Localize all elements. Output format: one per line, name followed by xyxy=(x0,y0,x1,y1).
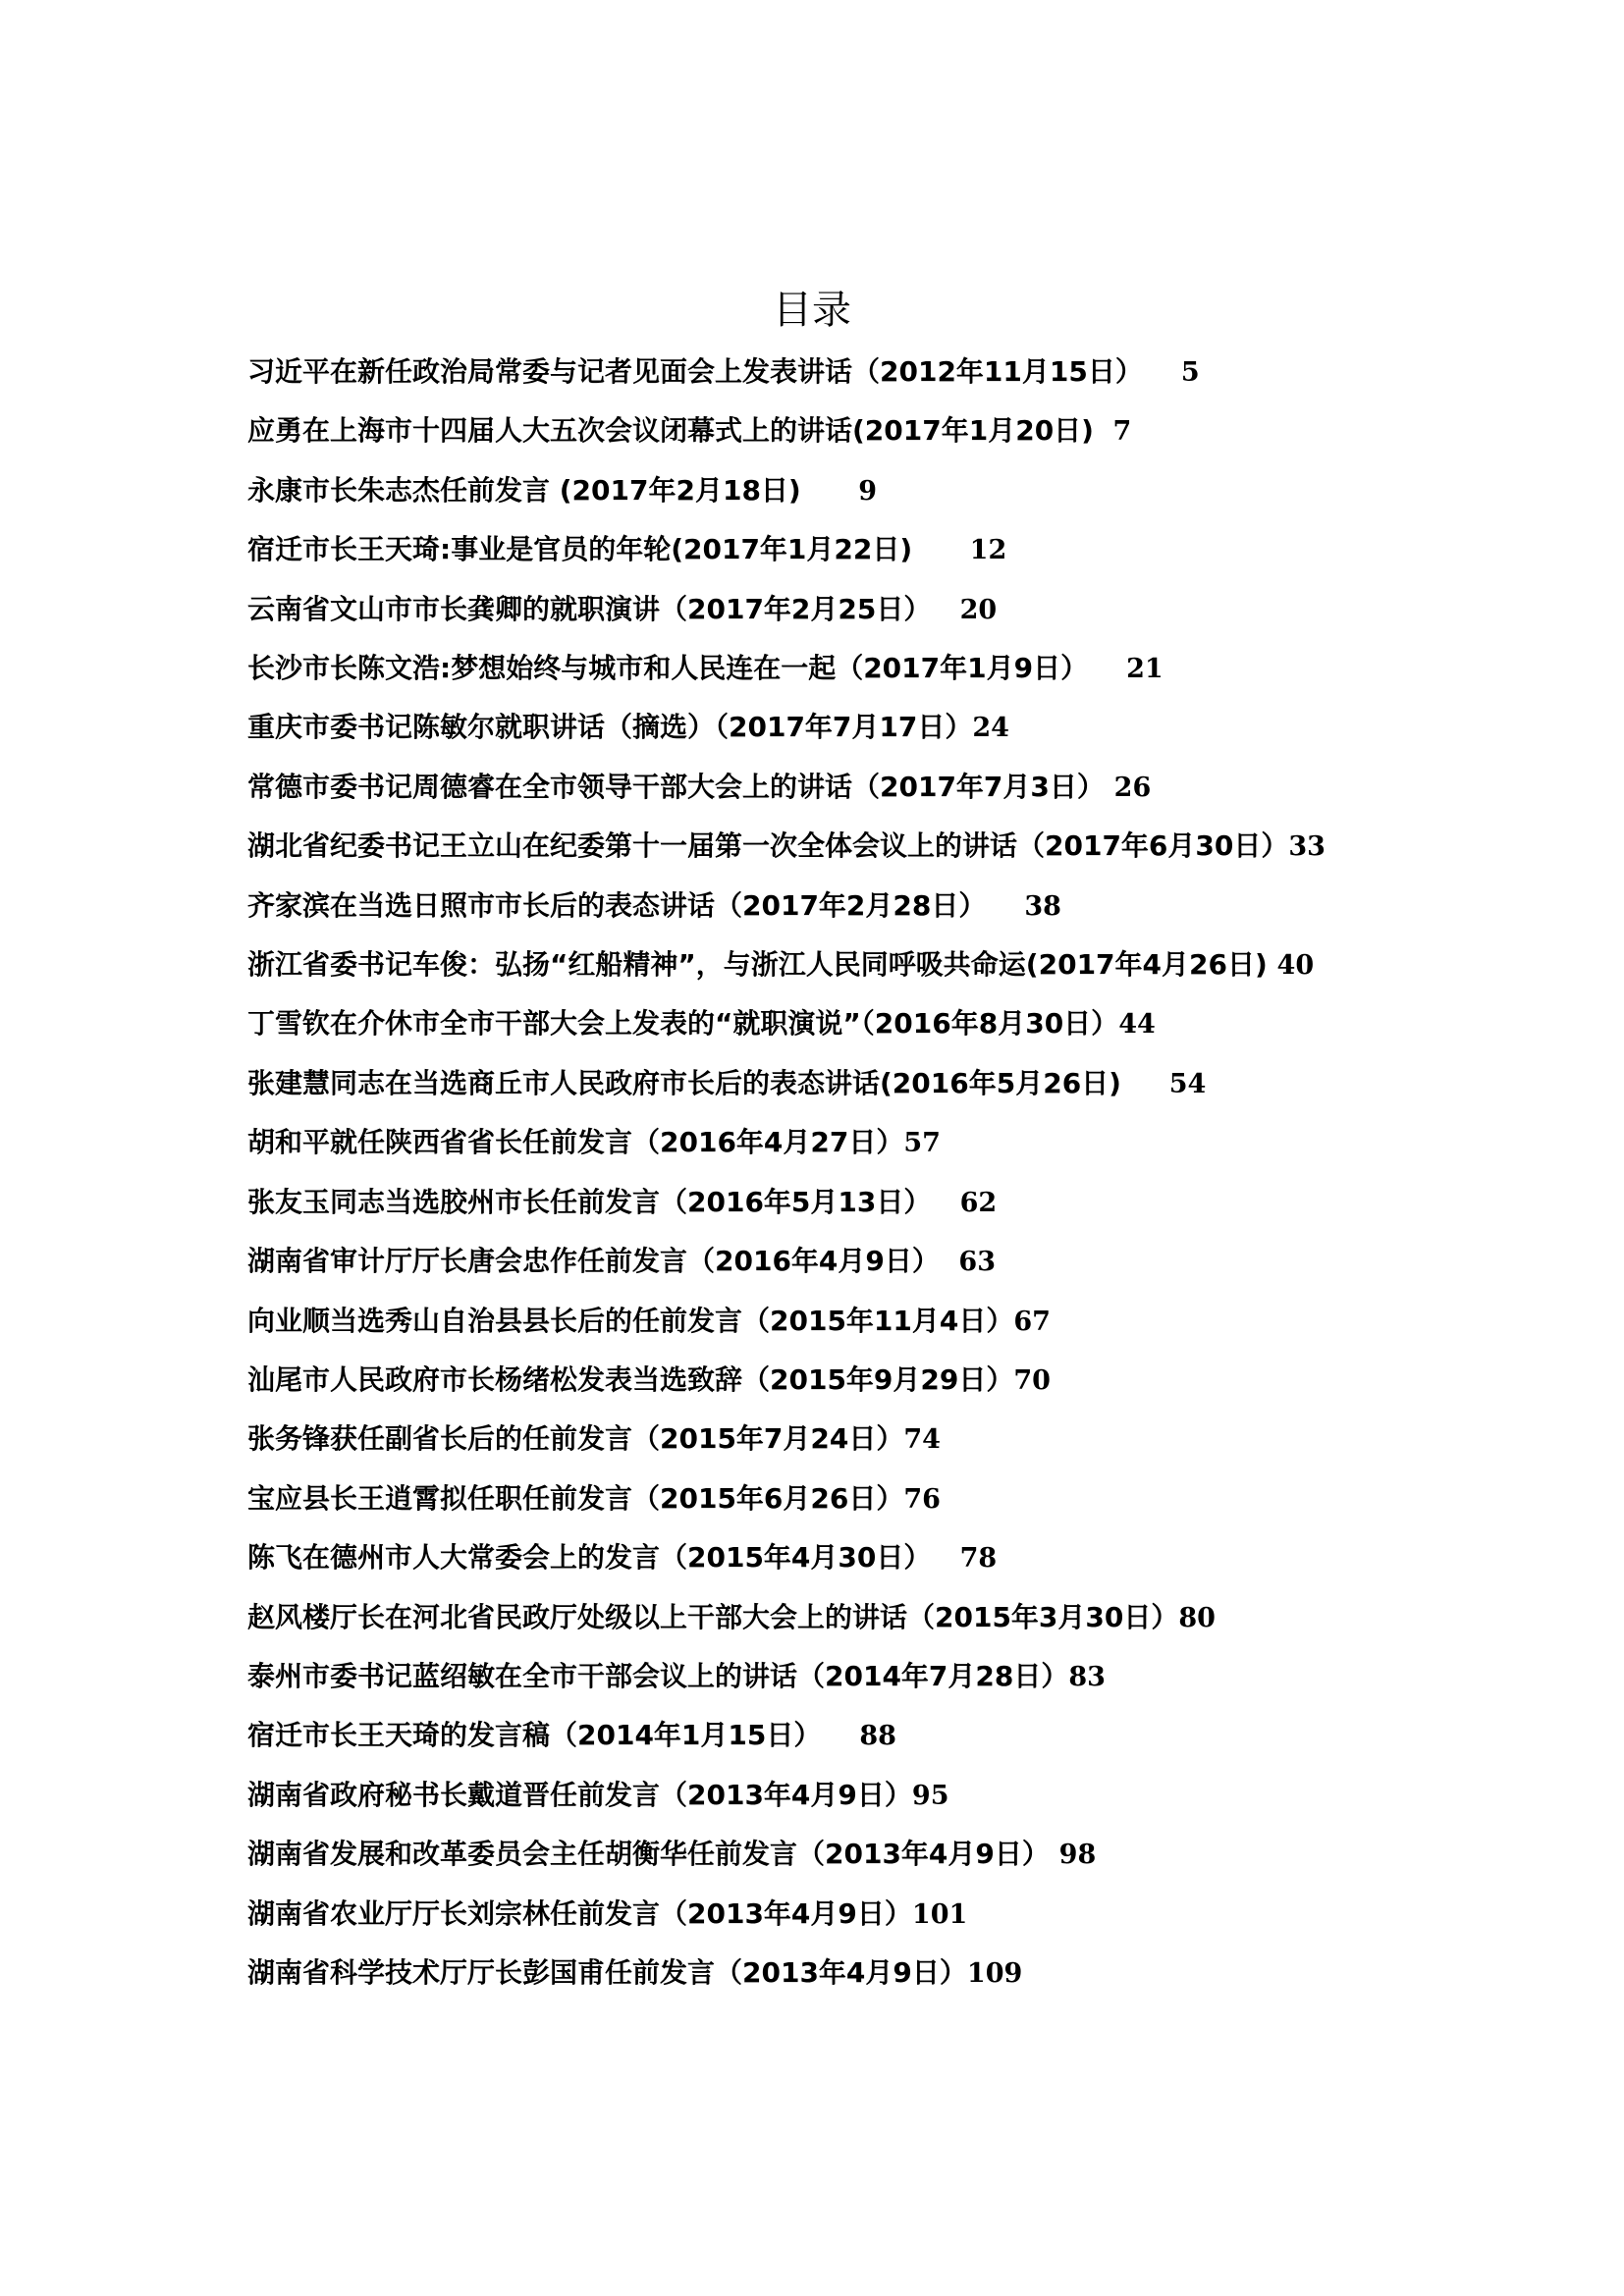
toc-entry-gap xyxy=(1050,1838,1059,1870)
toc-entry-title: 张建慧同志在当选商丘市人民政府市长后的表态讲话(2016年5月26日) xyxy=(247,1066,1121,1099)
toc-entry-title: 汕尾市人民政府市长杨绪松发表当选致辞（2015年9月29日） xyxy=(247,1362,1014,1396)
toc-entry[interactable] xyxy=(247,1825,1406,1884)
toc-entry-page-number: 83 xyxy=(1068,1661,1106,1692)
toc-entry-gap xyxy=(940,1245,959,1277)
toc-entry-page-number: 67 xyxy=(1013,1306,1051,1337)
toc-entry[interactable] xyxy=(247,1766,1406,1825)
toc-entry-title: 胡和平就任陕西省省长任前发言（2016年4月27日） xyxy=(247,1126,904,1159)
toc-entry-page-number: 88 xyxy=(859,1721,896,1752)
toc-entry[interactable] xyxy=(247,1944,1406,2002)
toc-entry-title: 习近平在新任政治局常委与记者见面会上发表讲话（2012年11月15日） xyxy=(247,355,1143,388)
toc-entry[interactable] xyxy=(247,817,1406,876)
toc-entry-title: 宿迁市长王天琦的发言稿（2014年1月15日） xyxy=(247,1719,822,1752)
toc-entry-page-number: 70 xyxy=(1013,1364,1051,1396)
toc-entry[interactable] xyxy=(247,877,1406,935)
toc-entry[interactable] xyxy=(247,580,1406,639)
toc-entry-page-number: 26 xyxy=(1113,772,1152,803)
toc-entry-title: 湖南省政府秘书长戴道晋任前发言（2013年4月9日） xyxy=(247,1778,912,1811)
toc-title: 目录 xyxy=(773,288,851,333)
toc-entry-page-number: 40 xyxy=(1276,950,1315,982)
toc-entry-page-number: 63 xyxy=(958,1247,996,1278)
toc-entry[interactable] xyxy=(247,1469,1406,1528)
toc-entry-title: 湖南省发展和改革委员会主任胡衡华任前发言（2013年4月9日） xyxy=(247,1838,1050,1871)
toc-entry-page-number: 38 xyxy=(1024,890,1061,922)
toc-entry[interactable] xyxy=(247,401,1406,460)
toc-entry-page-number: 98 xyxy=(1058,1840,1097,1871)
toc-entry-gap xyxy=(1268,948,1277,981)
toc-entry-page-number: 78 xyxy=(959,1543,998,1575)
toc-entry-title: 宝应县长王逍霄拟任职任前发言（2015年6月26日） xyxy=(247,1481,904,1515)
toc-entry-title: 齐家滨在当选日照市市长后的表态讲话（2017年2月28日） xyxy=(247,888,987,922)
toc-entry[interactable] xyxy=(247,461,1406,520)
toc-entry-title: 湖南省农业厅厅长刘宗林任前发言（2013年4月9日） xyxy=(247,1896,912,1930)
toc-entry-page-number: 24 xyxy=(972,713,1009,744)
toc-entry[interactable] xyxy=(247,1706,1406,1765)
toc-entry-title: 云南省文山市市长龚卿的就职演讲（2017年2月25日） xyxy=(247,592,932,625)
toc-entry[interactable] xyxy=(247,1113,1406,1172)
toc-entry[interactable] xyxy=(247,1885,1406,1944)
toc-entry-title: 赵风楼厅长在河北省民政厅处级以上干部大会上的讲话（2015年3月30日） xyxy=(247,1600,1179,1633)
toc-entry-gap xyxy=(931,593,959,625)
toc-entry[interactable] xyxy=(247,1054,1406,1113)
toc-entry-page-number: 21 xyxy=(1126,654,1164,685)
toc-entry-gap xyxy=(1088,652,1126,684)
toc-entry[interactable] xyxy=(247,1232,1406,1291)
toc-entry-title: 湖南省科学技术厅厅长彭国甫任前发言（2013年4月9日） xyxy=(247,1955,967,1989)
toc-entry-title: 张友玉同志当选胶州市长任前发言（2016年5月13日） xyxy=(247,1185,932,1218)
toc-entry[interactable] xyxy=(247,1173,1406,1232)
toc-entry-title: 永康市长朱志杰任前发言 (2017年2月18日) xyxy=(247,473,801,507)
toc-entry-gap xyxy=(931,1541,959,1574)
toc-entry[interactable] xyxy=(247,1410,1406,1468)
toc-entry-title: 宿迁市长王天琦:事业是官员的年轮(2017年1月22日) xyxy=(247,533,913,566)
toc-entry-title: 泰州市委书记蓝绍敏在全市干部会议上的讲话（2014年7月28日） xyxy=(247,1659,1069,1692)
toc-entry[interactable] xyxy=(247,698,1406,757)
toc-entry-gap xyxy=(1143,355,1181,388)
toc-entry-title: 浙江省委书记车俊：弘扬“红船精神”，与浙江人民同呼吸共命运(2017年4月26日) xyxy=(247,948,1268,982)
toc-entry[interactable] xyxy=(247,1588,1406,1647)
toc-entry-gap xyxy=(1094,414,1113,447)
toc-entry-page-number: 5 xyxy=(1180,357,1200,388)
toc-entry-page-number: 62 xyxy=(959,1187,998,1218)
toc-entry[interactable] xyxy=(247,758,1406,817)
toc-entry-page-number: 33 xyxy=(1288,831,1326,863)
toc-entry-title: 长沙市长陈文浩:梦想始终与城市和人民连在一起（2017年1月9日） xyxy=(247,652,1089,685)
toc-entry-page-number: 44 xyxy=(1118,1009,1156,1041)
toc-entry-title: 湖北省纪委书记王立山在纪委第十一届第一次全体会议上的讲话（2017年6月30日） xyxy=(247,829,1289,863)
toc-entry-page-number: 101 xyxy=(911,1898,968,1930)
toc-entry[interactable] xyxy=(247,935,1406,994)
toc-entry-page-number: 57 xyxy=(903,1128,941,1159)
toc-entry[interactable] xyxy=(247,1292,1406,1351)
toc-entry-page-number: 7 xyxy=(1112,416,1132,448)
toc-entry[interactable] xyxy=(247,1528,1406,1587)
toc-entry[interactable] xyxy=(247,520,1406,579)
toc-entry-gap xyxy=(1121,1067,1169,1099)
toc-entry-title: 应勇在上海市十四届人大五次会议闭幕式上的讲话(2017年1月20日) xyxy=(247,414,1094,448)
toc-entry[interactable] xyxy=(247,1351,1406,1410)
toc-entry-page-number: 54 xyxy=(1168,1068,1207,1099)
toc-entry-gap xyxy=(821,1719,859,1751)
toc-entry-gap xyxy=(801,474,859,507)
toc-entry-gap xyxy=(986,889,1024,922)
toc-entry[interactable] xyxy=(247,639,1406,698)
toc-entry-page-number: 74 xyxy=(903,1424,941,1456)
toc-entry-gap xyxy=(912,533,970,565)
toc-entry-title: 常德市委书记周德睿在全市领导干部大会上的讲话（2017年7月3日） xyxy=(247,770,1105,803)
toc-entry-title: 丁雪钦在介休市全市干部大会上发表的“就职演说”（2016年8月30日） xyxy=(247,1007,1119,1041)
toc-entry[interactable] xyxy=(247,343,1406,401)
toc-list xyxy=(247,343,1406,2002)
toc-entry[interactable] xyxy=(247,994,1406,1053)
toc-entry-title: 张务锋获任副省长后的任前发言（2015年7月24日） xyxy=(247,1422,904,1456)
toc-entry[interactable] xyxy=(247,1647,1406,1706)
toc-entry-page-number: 80 xyxy=(1178,1602,1216,1633)
toc-entry-page-number: 109 xyxy=(966,1957,1023,1989)
toc-entry-page-number: 76 xyxy=(903,1483,941,1515)
toc-entry-title: 向业顺当选秀山自治县县长后的任前发言（2015年11月4日） xyxy=(247,1304,1014,1337)
toc-entry-page-number: 95 xyxy=(911,1780,949,1811)
toc-entry-page-number: 12 xyxy=(969,535,1007,566)
toc-entry-title: 陈飞在德州市人大常委会上的发言（2015年4月30日） xyxy=(247,1541,932,1575)
toc-entry-gap xyxy=(1105,771,1114,803)
toc-entry-page-number: 20 xyxy=(959,594,998,625)
toc-entry-title: 湖南省审计厅厅长唐会忠作任前发言（2016年4月9日） xyxy=(247,1245,940,1278)
toc-entry-page-number: 9 xyxy=(858,475,878,507)
toc-entry-title: 重庆市委书记陈敏尔就职讲话（摘选）（2017年7月17日） xyxy=(247,711,973,744)
toc-entry-gap xyxy=(931,1186,959,1218)
